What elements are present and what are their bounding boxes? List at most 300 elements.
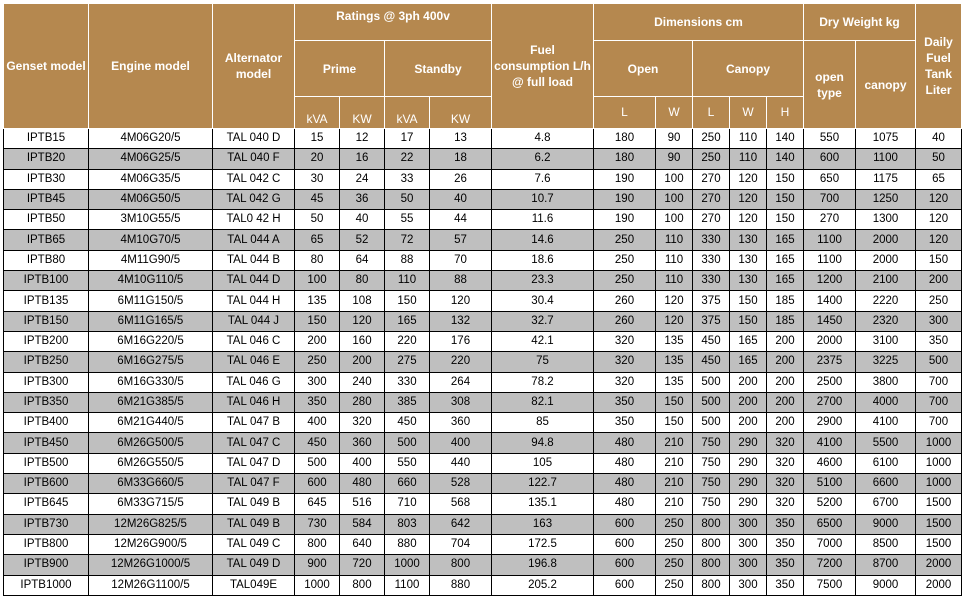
header-prime-kva: kVA [295, 97, 340, 129]
table-row [4, 392, 962, 412]
cell-canopy-length: 800 [693, 534, 730, 554]
cell-prime-kva: 200 [295, 331, 340, 351]
cell-weight-open: 1200 [804, 271, 856, 291]
header-prime: Prime [295, 41, 385, 97]
cell-engine-model: 12M26G1000/5 [89, 555, 213, 575]
table-row [4, 210, 962, 230]
cell-prime-kw: 240 [340, 372, 385, 392]
cell-weight-canopy: 8500 [856, 534, 916, 554]
cell-alternator-model: TAL 047 D [213, 453, 295, 473]
cell-canopy-width: 110 [730, 129, 767, 149]
cell-open-width: 100 [656, 210, 693, 230]
cell-canopy-length: 800 [693, 575, 730, 595]
cell-fuel-tank: 1500 [916, 494, 962, 514]
cell-open-width: 90 [656, 149, 693, 169]
header-open-width: W [656, 97, 693, 129]
cell-canopy-height: 165 [767, 250, 804, 270]
cell-genset-model: IPTB80 [4, 250, 89, 270]
cell-genset-model: IPTB200 [4, 331, 89, 351]
cell-prime-kw: 400 [340, 453, 385, 473]
cell-fuel-tank: 500 [916, 352, 962, 372]
cell-prime-kva: 300 [295, 372, 340, 392]
cell-fuel-consumption: 135.1 [492, 494, 594, 514]
cell-weight-open: 6500 [804, 514, 856, 534]
cell-genset-model: IPTB350 [4, 392, 89, 412]
cell-fuel-consumption: 6.2 [492, 149, 594, 169]
cell-standby-kw: 264 [430, 372, 492, 392]
cell-engine-model: 4M10G110/5 [89, 271, 213, 291]
cell-open-width: 210 [656, 474, 693, 494]
header-alternator-model: Alternator model [213, 4, 295, 129]
cell-canopy-height: 350 [767, 575, 804, 595]
cell-prime-kva: 1000 [295, 575, 340, 595]
cell-fuel-consumption: 172.5 [492, 534, 594, 554]
cell-standby-kw: 704 [430, 534, 492, 554]
cell-open-width: 250 [656, 555, 693, 575]
cell-standby-kva: 150 [385, 291, 430, 311]
header-dimensions-canopy: Canopy [693, 41, 804, 97]
cell-alternator-model: TAL0 42 H [213, 210, 295, 230]
header-prime-kw: KW [340, 97, 385, 129]
cell-standby-kw: 120 [430, 291, 492, 311]
cell-alternator-model: TAL 046 E [213, 352, 295, 372]
cell-canopy-length: 750 [693, 453, 730, 473]
cell-prime-kw: 584 [340, 514, 385, 534]
cell-fuel-tank: 700 [916, 413, 962, 433]
cell-standby-kw: 400 [430, 433, 492, 453]
cell-weight-canopy: 6100 [856, 453, 916, 473]
cell-engine-model: 12M26G825/5 [89, 514, 213, 534]
cell-canopy-length: 270 [693, 210, 730, 230]
cell-open-width: 110 [656, 250, 693, 270]
table-row [4, 514, 962, 534]
cell-canopy-width: 165 [730, 352, 767, 372]
cell-canopy-height: 350 [767, 555, 804, 575]
cell-prime-kw: 800 [340, 575, 385, 595]
cell-open-width: 110 [656, 271, 693, 291]
table-row [4, 494, 962, 514]
cell-canopy-height: 350 [767, 534, 804, 554]
cell-genset-model: IPTB20 [4, 149, 89, 169]
cell-open-width: 110 [656, 230, 693, 250]
cell-prime-kva: 500 [295, 453, 340, 473]
cell-engine-model: 6M26G500/5 [89, 433, 213, 453]
cell-canopy-height: 200 [767, 413, 804, 433]
cell-engine-model: 6M16G275/5 [89, 352, 213, 372]
cell-open-width: 150 [656, 392, 693, 412]
cell-open-width: 135 [656, 352, 693, 372]
cell-weight-open: 1400 [804, 291, 856, 311]
cell-standby-kw: 13 [430, 129, 492, 149]
cell-engine-model: 4M06G50/5 [89, 189, 213, 209]
cell-fuel-consumption: 78.2 [492, 372, 594, 392]
cell-genset-model: IPTB15 [4, 129, 89, 149]
cell-weight-canopy: 9000 [856, 575, 916, 595]
cell-engine-model: 6M21G385/5 [89, 392, 213, 412]
cell-genset-model: IPTB150 [4, 311, 89, 331]
cell-genset-model: IPTB45 [4, 189, 89, 209]
cell-open-width: 100 [656, 189, 693, 209]
cell-fuel-tank: 150 [916, 250, 962, 270]
cell-fuel-consumption: 18.6 [492, 250, 594, 270]
cell-engine-model: 4M06G25/5 [89, 149, 213, 169]
cell-standby-kva: 275 [385, 352, 430, 372]
cell-open-length: 190 [594, 189, 656, 209]
cell-alternator-model: TAL 044 H [213, 291, 295, 311]
cell-open-width: 135 [656, 331, 693, 351]
cell-prime-kw: 52 [340, 230, 385, 250]
cell-prime-kva: 100 [295, 271, 340, 291]
cell-genset-model: IPTB730 [4, 514, 89, 534]
cell-weight-canopy: 2320 [856, 311, 916, 331]
cell-standby-kva: 803 [385, 514, 430, 534]
cell-canopy-length: 375 [693, 311, 730, 331]
cell-alternator-model: TAL 044 B [213, 250, 295, 270]
cell-prime-kw: 36 [340, 189, 385, 209]
cell-standby-kw: 642 [430, 514, 492, 534]
cell-weight-canopy: 4000 [856, 392, 916, 412]
cell-prime-kw: 160 [340, 331, 385, 351]
cell-weight-open: 1450 [804, 311, 856, 331]
cell-prime-kva: 600 [295, 474, 340, 494]
cell-weight-canopy: 8700 [856, 555, 916, 575]
cell-canopy-length: 270 [693, 169, 730, 189]
cell-weight-canopy: 6700 [856, 494, 916, 514]
cell-engine-model: 12M26G1100/5 [89, 575, 213, 595]
cell-fuel-consumption: 32.7 [492, 311, 594, 331]
cell-standby-kw: 360 [430, 413, 492, 433]
cell-prime-kw: 80 [340, 271, 385, 291]
cell-open-width: 250 [656, 514, 693, 534]
cell-genset-model: IPTB800 [4, 534, 89, 554]
cell-standby-kva: 450 [385, 413, 430, 433]
cell-genset-model: IPTB500 [4, 453, 89, 473]
cell-fuel-tank: 200 [916, 271, 962, 291]
cell-canopy-length: 330 [693, 271, 730, 291]
cell-canopy-length: 250 [693, 149, 730, 169]
cell-canopy-width: 165 [730, 331, 767, 351]
cell-standby-kw: 40 [430, 189, 492, 209]
cell-fuel-consumption: 105 [492, 453, 594, 473]
cell-weight-canopy: 2100 [856, 271, 916, 291]
cell-standby-kva: 17 [385, 129, 430, 149]
cell-canopy-width: 300 [730, 514, 767, 534]
cell-alternator-model: TAL 047 B [213, 413, 295, 433]
cell-weight-canopy: 3800 [856, 372, 916, 392]
cell-canopy-length: 750 [693, 433, 730, 453]
header-canopy-width: W [730, 97, 767, 129]
cell-alternator-model: TAL 047 F [213, 474, 295, 494]
cell-prime-kva: 730 [295, 514, 340, 534]
cell-canopy-length: 500 [693, 392, 730, 412]
table-row [4, 372, 962, 392]
cell-engine-model: 6M21G440/5 [89, 413, 213, 433]
cell-canopy-height: 200 [767, 392, 804, 412]
table-row [4, 129, 962, 149]
cell-weight-open: 4600 [804, 453, 856, 473]
cell-fuel-tank: 1000 [916, 474, 962, 494]
cell-canopy-height: 320 [767, 453, 804, 473]
cell-standby-kva: 50 [385, 189, 430, 209]
cell-canopy-height: 350 [767, 514, 804, 534]
header-canopy-height: H [767, 97, 804, 129]
cell-standby-kw: 57 [430, 230, 492, 250]
cell-standby-kva: 88 [385, 250, 430, 270]
cell-open-length: 480 [594, 433, 656, 453]
cell-fuel-consumption: 75 [492, 352, 594, 372]
cell-open-width: 250 [656, 534, 693, 554]
cell-weight-canopy: 1300 [856, 210, 916, 230]
cell-fuel-consumption: 163 [492, 514, 594, 534]
cell-prime-kw: 24 [340, 169, 385, 189]
cell-alternator-model: TAL 046 G [213, 372, 295, 392]
cell-fuel-consumption: 42.1 [492, 331, 594, 351]
cell-open-length: 250 [594, 271, 656, 291]
cell-prime-kw: 12 [340, 129, 385, 149]
cell-fuel-consumption: 85 [492, 413, 594, 433]
cell-open-length: 350 [594, 392, 656, 412]
cell-fuel-tank: 65 [916, 169, 962, 189]
genset-spec-table [3, 3, 962, 596]
cell-alternator-model: TAL 049 B [213, 494, 295, 514]
cell-canopy-height: 150 [767, 210, 804, 230]
cell-genset-model: IPTB600 [4, 474, 89, 494]
cell-canopy-height: 185 [767, 291, 804, 311]
cell-alternator-model: TAL 040 D [213, 129, 295, 149]
cell-fuel-tank: 2000 [916, 575, 962, 595]
cell-genset-model: IPTB250 [4, 352, 89, 372]
cell-canopy-height: 150 [767, 169, 804, 189]
cell-standby-kva: 500 [385, 433, 430, 453]
cell-fuel-consumption: 196.8 [492, 555, 594, 575]
cell-fuel-consumption: 4.8 [492, 129, 594, 149]
cell-genset-model: IPTB100 [4, 271, 89, 291]
cell-canopy-width: 290 [730, 453, 767, 473]
cell-fuel-tank: 50 [916, 149, 962, 169]
cell-fuel-tank: 300 [916, 311, 962, 331]
cell-genset-model: IPTB135 [4, 291, 89, 311]
cell-prime-kva: 20 [295, 149, 340, 169]
cell-open-length: 480 [594, 474, 656, 494]
cell-prime-kva: 450 [295, 433, 340, 453]
table-row [4, 189, 962, 209]
cell-canopy-width: 130 [730, 271, 767, 291]
cell-standby-kw: 88 [430, 271, 492, 291]
cell-open-length: 190 [594, 169, 656, 189]
cell-fuel-consumption: 82.1 [492, 392, 594, 412]
table-row [4, 230, 962, 250]
cell-prime-kw: 320 [340, 413, 385, 433]
cell-open-length: 320 [594, 372, 656, 392]
cell-canopy-height: 150 [767, 189, 804, 209]
cell-open-length: 260 [594, 291, 656, 311]
cell-canopy-height: 200 [767, 331, 804, 351]
cell-alternator-model: TAL 044 J [213, 311, 295, 331]
cell-fuel-consumption: 14.6 [492, 230, 594, 250]
cell-weight-canopy: 1075 [856, 129, 916, 149]
header-open-length: L [594, 97, 656, 129]
cell-open-width: 210 [656, 494, 693, 514]
cell-weight-open: 4100 [804, 433, 856, 453]
cell-weight-open: 2500 [804, 372, 856, 392]
header-standby-kw: KW [430, 97, 492, 129]
cell-prime-kva: 800 [295, 534, 340, 554]
cell-weight-canopy: 3100 [856, 331, 916, 351]
cell-prime-kva: 250 [295, 352, 340, 372]
cell-fuel-consumption: 11.6 [492, 210, 594, 230]
cell-open-width: 120 [656, 311, 693, 331]
cell-open-length: 180 [594, 129, 656, 149]
cell-canopy-length: 250 [693, 129, 730, 149]
cell-fuel-consumption: 30.4 [492, 291, 594, 311]
header-standby: Standby [385, 41, 492, 97]
cell-alternator-model: TAL 049 B [213, 514, 295, 534]
cell-canopy-height: 165 [767, 230, 804, 250]
cell-canopy-height: 185 [767, 311, 804, 331]
spec-table-container [3, 3, 962, 596]
cell-engine-model: 4M10G70/5 [89, 230, 213, 250]
cell-prime-kva: 645 [295, 494, 340, 514]
cell-standby-kw: 26 [430, 169, 492, 189]
cell-engine-model: 4M06G20/5 [89, 129, 213, 149]
cell-canopy-height: 165 [767, 271, 804, 291]
cell-canopy-width: 290 [730, 494, 767, 514]
cell-open-width: 100 [656, 169, 693, 189]
cell-canopy-width: 200 [730, 372, 767, 392]
cell-weight-open: 7500 [804, 575, 856, 595]
cell-standby-kw: 308 [430, 392, 492, 412]
table-body [4, 129, 962, 596]
cell-canopy-length: 750 [693, 494, 730, 514]
cell-standby-kw: 880 [430, 575, 492, 595]
cell-prime-kva: 65 [295, 230, 340, 250]
table-row [4, 169, 962, 189]
cell-fuel-consumption: 7.6 [492, 169, 594, 189]
cell-weight-canopy: 2000 [856, 230, 916, 250]
cell-fuel-consumption: 10.7 [492, 189, 594, 209]
cell-open-length: 600 [594, 555, 656, 575]
cell-weight-open: 700 [804, 189, 856, 209]
cell-weight-open: 270 [804, 210, 856, 230]
table-row [4, 474, 962, 494]
cell-open-length: 260 [594, 311, 656, 331]
cell-prime-kva: 135 [295, 291, 340, 311]
cell-standby-kva: 55 [385, 210, 430, 230]
cell-fuel-consumption: 23.3 [492, 271, 594, 291]
cell-open-length: 250 [594, 250, 656, 270]
cell-open-width: 250 [656, 575, 693, 595]
cell-standby-kva: 110 [385, 271, 430, 291]
cell-canopy-length: 500 [693, 413, 730, 433]
cell-fuel-consumption: 94.8 [492, 433, 594, 453]
cell-prime-kva: 900 [295, 555, 340, 575]
cell-prime-kw: 280 [340, 392, 385, 412]
cell-canopy-length: 800 [693, 514, 730, 534]
table-row [4, 250, 962, 270]
cell-weight-canopy: 1175 [856, 169, 916, 189]
cell-weight-open: 7200 [804, 555, 856, 575]
cell-alternator-model: TAL 049 D [213, 555, 295, 575]
cell-weight-canopy: 1250 [856, 189, 916, 209]
cell-weight-open: 7000 [804, 534, 856, 554]
cell-standby-kva: 660 [385, 474, 430, 494]
cell-fuel-tank: 1500 [916, 514, 962, 534]
cell-alternator-model: TAL 042 C [213, 169, 295, 189]
cell-prime-kva: 15 [295, 129, 340, 149]
cell-prime-kw: 64 [340, 250, 385, 270]
header-canopy-length: L [693, 97, 730, 129]
cell-standby-kw: 568 [430, 494, 492, 514]
cell-canopy-width: 130 [730, 230, 767, 250]
cell-open-width: 210 [656, 433, 693, 453]
cell-standby-kw: 70 [430, 250, 492, 270]
table-row [4, 453, 962, 473]
cell-canopy-length: 450 [693, 331, 730, 351]
cell-canopy-width: 200 [730, 392, 767, 412]
cell-standby-kw: 528 [430, 474, 492, 494]
cell-genset-model: IPTB450 [4, 433, 89, 453]
cell-canopy-height: 140 [767, 149, 804, 169]
cell-weight-canopy: 9000 [856, 514, 916, 534]
cell-alternator-model: TAL 047 C [213, 433, 295, 453]
cell-canopy-width: 300 [730, 555, 767, 575]
cell-open-length: 480 [594, 494, 656, 514]
cell-prime-kw: 360 [340, 433, 385, 453]
cell-open-length: 180 [594, 149, 656, 169]
cell-fuel-consumption: 122.7 [492, 474, 594, 494]
cell-fuel-tank: 120 [916, 230, 962, 250]
cell-standby-kva: 33 [385, 169, 430, 189]
cell-open-width: 135 [656, 372, 693, 392]
cell-fuel-tank: 1000 [916, 433, 962, 453]
cell-fuel-tank: 350 [916, 331, 962, 351]
cell-genset-model: IPTB645 [4, 494, 89, 514]
cell-weight-canopy: 1100 [856, 149, 916, 169]
header-daily-fuel-tank: Daily Fuel Tank Liter [916, 4, 962, 129]
cell-engine-model: 6M33G715/5 [89, 494, 213, 514]
table-row [4, 575, 962, 595]
cell-standby-kva: 22 [385, 149, 430, 169]
cell-weight-open: 550 [804, 129, 856, 149]
cell-alternator-model: TAL 044 D [213, 271, 295, 291]
cell-fuel-consumption: 205.2 [492, 575, 594, 595]
cell-weight-open: 5100 [804, 474, 856, 494]
cell-prime-kw: 120 [340, 311, 385, 331]
header-weight-canopy: canopy [856, 41, 916, 129]
cell-open-length: 480 [594, 453, 656, 473]
cell-prime-kw: 108 [340, 291, 385, 311]
cell-prime-kw: 16 [340, 149, 385, 169]
cell-engine-model: 6M11G165/5 [89, 311, 213, 331]
cell-genset-model: IPTB1000 [4, 575, 89, 595]
cell-canopy-height: 320 [767, 494, 804, 514]
cell-weight-open: 1100 [804, 250, 856, 270]
cell-canopy-length: 750 [693, 474, 730, 494]
cell-weight-open: 2900 [804, 413, 856, 433]
cell-engine-model: 6M11G150/5 [89, 291, 213, 311]
cell-standby-kva: 1100 [385, 575, 430, 595]
cell-canopy-width: 120 [730, 169, 767, 189]
cell-standby-kw: 176 [430, 331, 492, 351]
cell-standby-kva: 710 [385, 494, 430, 514]
table-row [4, 534, 962, 554]
cell-prime-kva: 80 [295, 250, 340, 270]
cell-fuel-tank: 250 [916, 291, 962, 311]
cell-genset-model: IPTB30 [4, 169, 89, 189]
cell-engine-model: 6M16G330/5 [89, 372, 213, 392]
cell-canopy-length: 500 [693, 372, 730, 392]
cell-standby-kva: 385 [385, 392, 430, 412]
